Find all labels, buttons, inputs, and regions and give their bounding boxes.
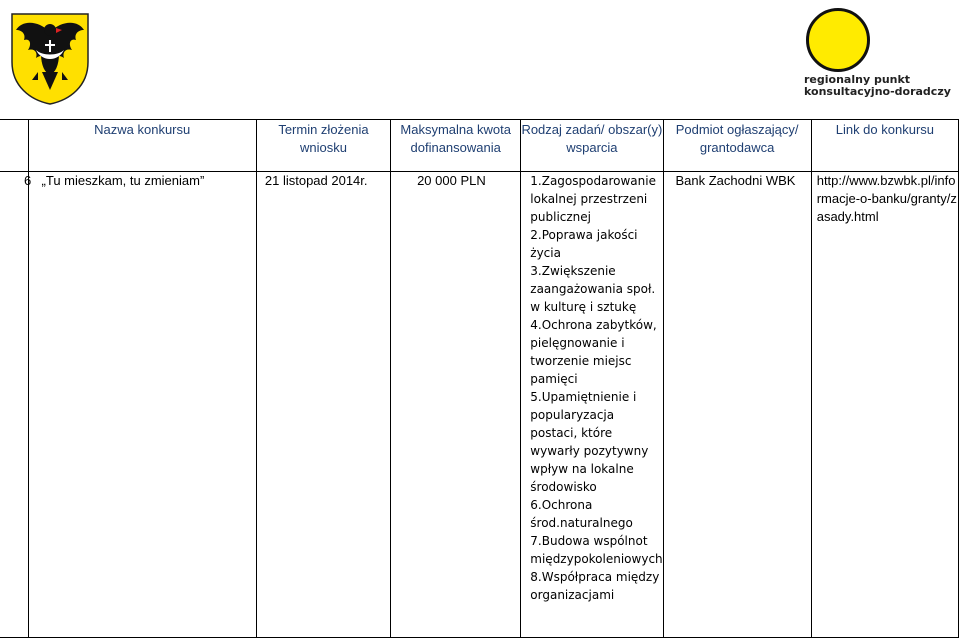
row-number: 6 — [24, 173, 32, 188]
row-number-cell — [0, 172, 32, 638]
list-item: 3.Zwiększenie zaangażowania społ. w kulturę i sztukę — [530, 264, 656, 314]
yellow-circle-icon — [806, 8, 870, 72]
grantor: Bank Zachodni WBK — [663, 172, 811, 638]
max-amount: 20 000 PLN — [391, 172, 521, 638]
eagle-icon — [8, 10, 92, 106]
list-item: 2.Poprawa jakości życia — [530, 228, 638, 260]
header-nazwa: Nazwa konkursu — [28, 120, 256, 172]
list-item: 7.Budowa wspólnot międzypokoleniowych — [530, 534, 663, 566]
coat-of-arms-logo — [8, 10, 92, 106]
list-item: 8.Współpraca między organizacjami — [530, 570, 660, 602]
contest-link[interactable]: http://www.bzwbk.pl/informacje-o-banku/granty/zasady.html — [816, 173, 957, 224]
rpk-line2: konsultacyjno-doradczy — [804, 85, 951, 98]
deadline: 21 listopad 2014r. — [256, 172, 390, 638]
list-item: 6.Ochrona środ.naturalnego — [530, 498, 633, 530]
header-kwota: Maksymalna kwota dofinansowania — [391, 120, 521, 172]
list-item: 5.Upamiętnienie i popularyzacja postaci, które wywarły pozytywny wpływ na lokalne środowisko — [530, 390, 649, 494]
list-item: 4.Ochrona zabytków, pielęgnowanie i tworzenie miejsc pamięci — [530, 318, 657, 386]
grants-table — [0, 119, 959, 638]
rpk-logo-text — [804, 74, 951, 98]
header-link: Link do konkursu — [811, 120, 958, 172]
table-row — [0, 172, 959, 638]
header-number — [0, 120, 28, 172]
table-header-row — [0, 120, 959, 172]
rpk-logo — [800, 6, 950, 102]
contest-link-cell — [811, 172, 958, 638]
header-termin: Termin złożenia wniosku — [256, 120, 390, 172]
contest-name: „Tu mieszkam, tu zmieniam” — [28, 172, 256, 638]
support-areas — [521, 172, 663, 638]
header-rodzaj: Rodzaj zadań/ obszar(y) wsparcia — [521, 120, 663, 172]
header-podmiot: Podmiot ogłaszający/ grantodawca — [663, 120, 811, 172]
list-item: 1.Zagospodarowanie lokalnej przestrzeni publicznej — [530, 174, 656, 224]
rpk-line1: regionalny punkt — [804, 73, 911, 86]
